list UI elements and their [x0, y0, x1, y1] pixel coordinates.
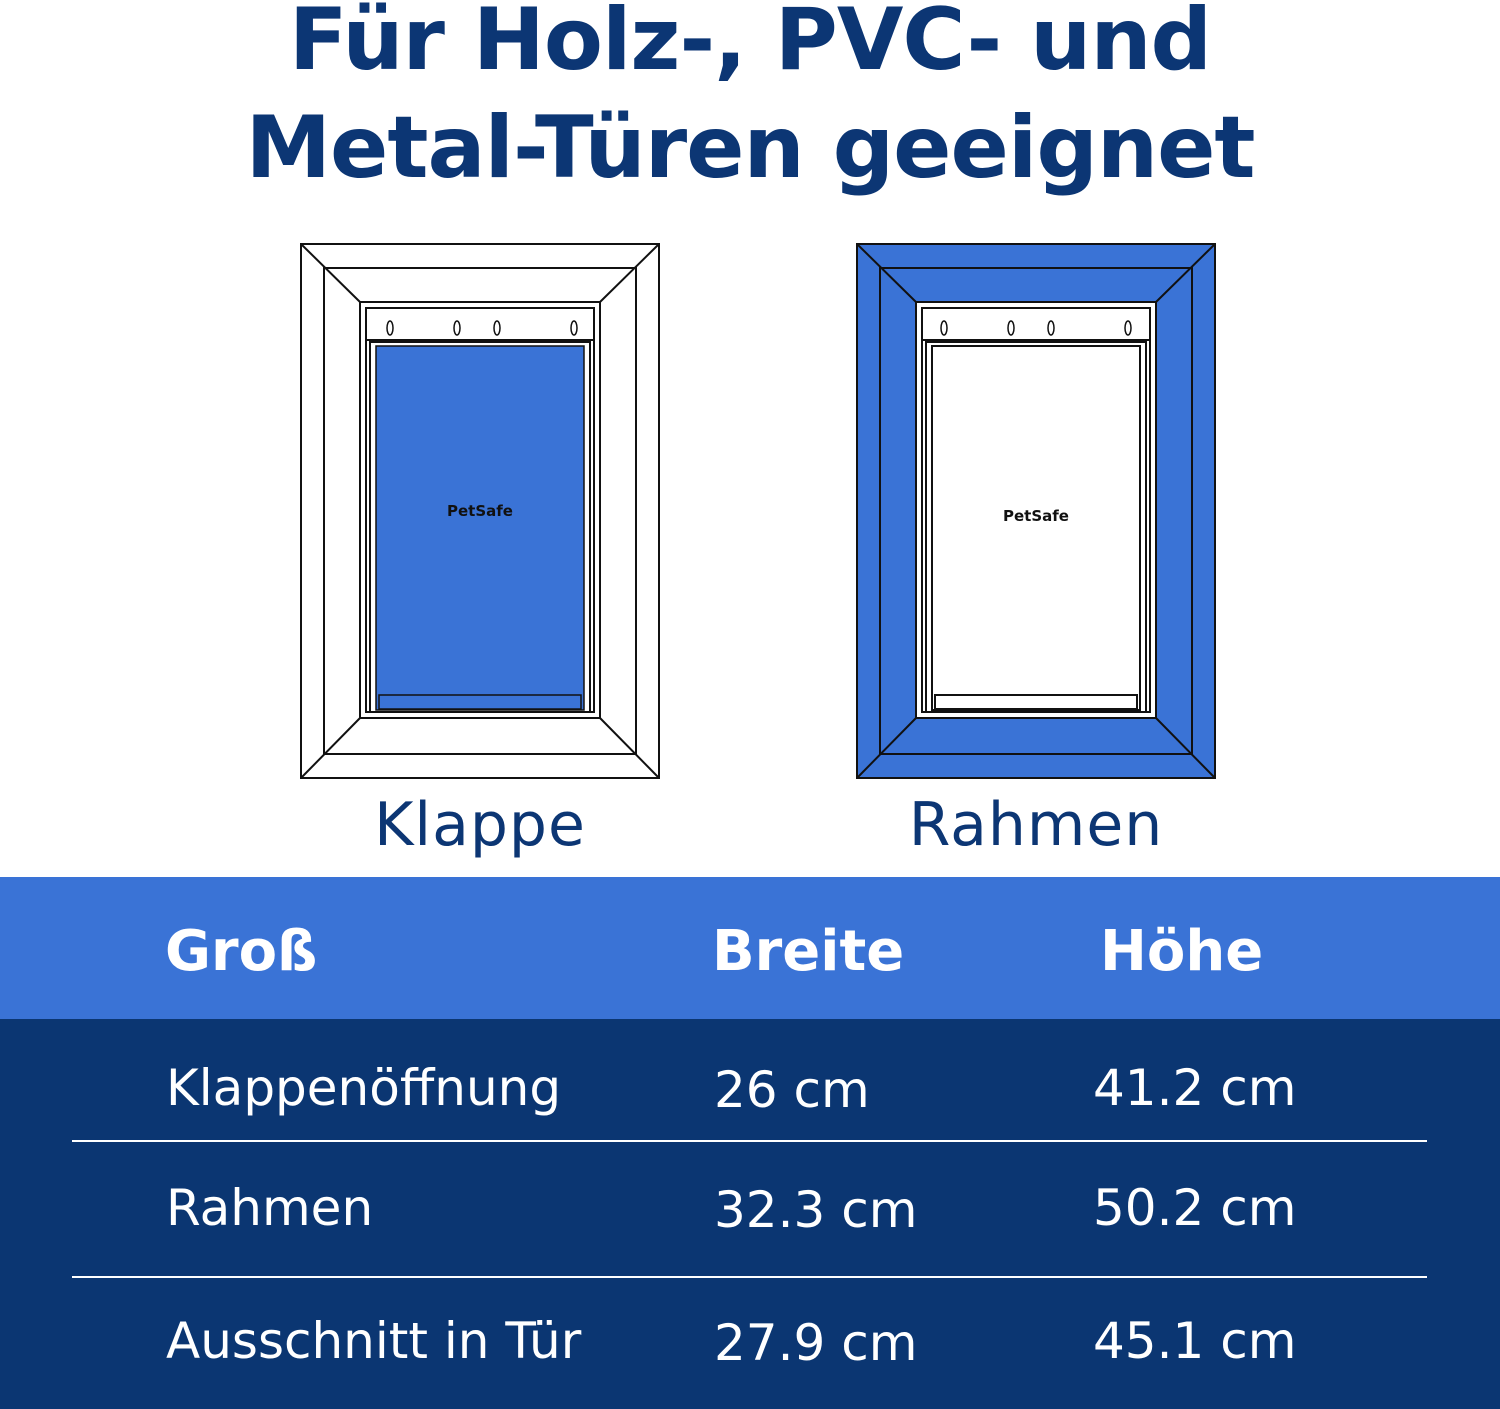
row-3-height: 45.1 cm	[1093, 1312, 1297, 1370]
row-2-height: 50.2 cm	[1093, 1179, 1297, 1237]
column-header-size: Groß	[165, 919, 318, 984]
row-3-label: Ausschnitt in Tür	[166, 1312, 582, 1370]
row-divider	[72, 1276, 1427, 1278]
frame-label: Rahmen	[908, 790, 1164, 860]
flap-label: Klappe	[374, 790, 586, 860]
brand-logo-right: PetSafe	[1003, 507, 1069, 525]
column-header-width: Breite	[712, 919, 905, 984]
row-3-width: 27.9 cm	[714, 1314, 918, 1372]
headline-line-1: Für Holz-, PVC- und	[288, 0, 1212, 90]
row-1-height: 41.2 cm	[1093, 1059, 1297, 1117]
row-1-label: Klappenöffnung	[166, 1059, 562, 1117]
brand-logo-left: PetSafe	[447, 502, 513, 520]
headline-line-2: Metal-Türen geeignet	[245, 98, 1255, 198]
row-divider	[72, 1140, 1427, 1142]
row-2-width: 32.3 cm	[714, 1181, 918, 1239]
column-header-height: Höhe	[1100, 919, 1264, 984]
row-2-label: Rahmen	[166, 1179, 374, 1237]
row-1-width: 26 cm	[714, 1061, 870, 1119]
